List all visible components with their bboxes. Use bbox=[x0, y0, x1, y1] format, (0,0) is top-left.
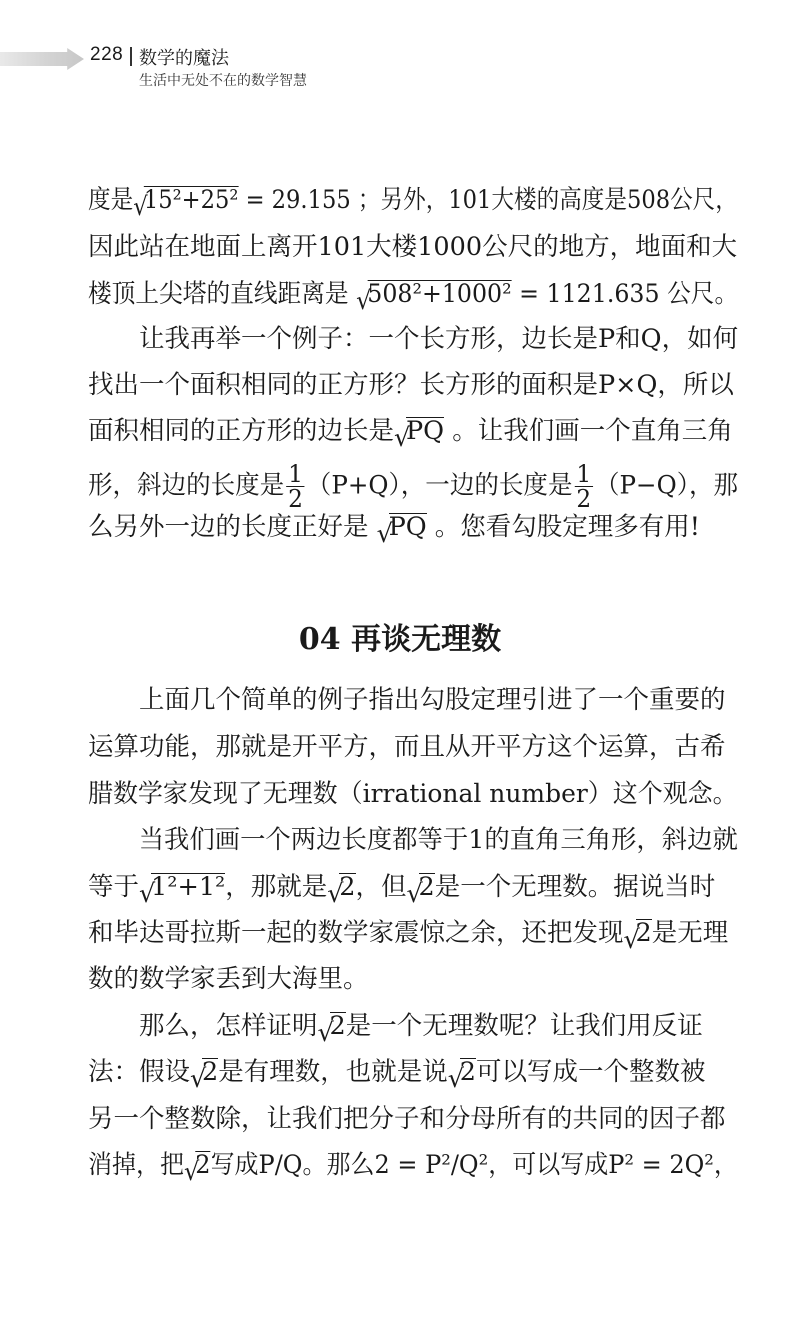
text-run: 数的数学家丢到大海里。 bbox=[88, 964, 369, 994]
text-run: 和毕达哥拉斯一起的数学家震惊之余，还把发现 bbox=[88, 918, 624, 948]
sqrt-expression bbox=[407, 867, 435, 907]
text-run: （P+Q），一边的长度是 bbox=[306, 470, 573, 501]
text-line bbox=[88, 411, 738, 451]
text-run: 找出一个面积相同的正方形？长方形的面积是P×Q，所以 bbox=[88, 370, 734, 400]
denominator: 2 bbox=[576, 485, 592, 514]
radicand: 2 bbox=[329, 1011, 346, 1041]
text-run: 等于 bbox=[88, 872, 140, 902]
text-line bbox=[88, 227, 738, 267]
text-line bbox=[88, 913, 738, 953]
text-run: （P−Q），那 bbox=[595, 470, 739, 501]
page-number: 228 bbox=[90, 44, 124, 65]
radicand: 2 bbox=[339, 872, 356, 902]
text-run: 么另外一边的长度正好是 bbox=[88, 512, 377, 542]
sqrt-expression bbox=[133, 180, 238, 220]
text-run: 是一个无理数呢？让我们用反证 bbox=[345, 1011, 703, 1041]
text-line bbox=[88, 867, 738, 907]
denominator: 2 bbox=[288, 485, 303, 514]
sqrt-expression bbox=[190, 1052, 218, 1092]
text-run: 消掉，把 bbox=[88, 1150, 184, 1180]
radicand: 2 bbox=[418, 872, 435, 902]
text-run: 可以写成一个整数被 bbox=[476, 1057, 706, 1087]
text-run: 。让我们画一个直角三角 bbox=[444, 416, 733, 446]
numerator: 1 bbox=[288, 460, 303, 488]
text-line bbox=[88, 680, 738, 720]
section-heading: 04 再谈无理数 bbox=[298, 622, 502, 657]
text-run: 因此站在地面上离开101大楼1000公尺的地方，地面和大 bbox=[88, 232, 738, 262]
text-run: = 1121.635 公尺。 bbox=[511, 279, 739, 309]
radicand: 2 bbox=[195, 1150, 211, 1180]
radicand: 2 bbox=[459, 1057, 476, 1087]
sqrt-expression bbox=[318, 1006, 346, 1046]
running-header bbox=[0, 40, 800, 100]
text-line bbox=[88, 727, 738, 767]
sqrt-expression bbox=[377, 507, 427, 547]
fraction bbox=[286, 460, 305, 514]
text-run: = 29.155 ；另外，101大楼的高度是508公尺， bbox=[238, 185, 738, 215]
text-run: 是一个无理数。据说当时 bbox=[434, 872, 716, 902]
book-title: 数学的魔法 bbox=[139, 48, 229, 69]
text-line bbox=[88, 959, 738, 999]
sqrt-expression bbox=[448, 1052, 476, 1092]
text-line bbox=[88, 460, 739, 514]
sqrt-expression bbox=[139, 867, 225, 907]
radicand: 15²+25² bbox=[143, 185, 239, 215]
text-run: ，那就是 bbox=[225, 872, 328, 902]
text-run: 上面几个简单的例子指出勾股定理引进了一个重要的 bbox=[88, 685, 726, 715]
text-run: ，但 bbox=[355, 872, 407, 902]
text-run: 是有理数，也就是说 bbox=[218, 1057, 448, 1087]
sqrt-expression bbox=[394, 411, 444, 451]
text-line bbox=[88, 319, 738, 359]
text-line bbox=[88, 180, 738, 220]
text-run: 。您看勾股定理多有用! bbox=[426, 512, 701, 542]
radicand: PQ bbox=[406, 416, 445, 446]
text-run: 另一个整数除，让我们把分子和分母所有的共同的因子都 bbox=[88, 1104, 726, 1134]
text-run: 是无理 bbox=[651, 918, 729, 948]
numerator: 1 bbox=[576, 460, 592, 488]
sqrt-expression bbox=[327, 867, 355, 907]
radicand: 2 bbox=[202, 1057, 219, 1087]
sqrt-expression bbox=[356, 274, 512, 314]
text-run: 腊数学家发现了无理数（irrational number）这个观念。 bbox=[88, 779, 738, 809]
text-run: 写成P/Q。那么2 = P²/Q²，可以写成P² = 2Q²， bbox=[210, 1150, 738, 1180]
text-line bbox=[88, 820, 738, 860]
text-line bbox=[88, 507, 738, 547]
text-line bbox=[88, 1099, 738, 1139]
text-run: 那么，怎样证明 bbox=[88, 1011, 318, 1041]
text-line bbox=[88, 774, 738, 814]
book-subtitle: 生活中无处不在的数学智慧 bbox=[139, 73, 307, 89]
text-line bbox=[88, 365, 738, 405]
fraction bbox=[574, 460, 593, 514]
text-line bbox=[88, 274, 739, 314]
text-run: 面积相同的正方形的边长是 bbox=[88, 416, 395, 446]
text-line bbox=[88, 1145, 738, 1185]
text-run: 法：假设 bbox=[88, 1057, 191, 1087]
text-run: 运算功能，那就是开平方，而且从开平方这个运算，古希 bbox=[88, 732, 726, 762]
radicand: PQ bbox=[388, 512, 427, 542]
sqrt-expression bbox=[184, 1145, 211, 1185]
text-run: 楼顶上尖塔的直线距离是 bbox=[88, 279, 357, 309]
radicand: 1²+1² bbox=[151, 872, 226, 902]
text-run: 度是 bbox=[88, 185, 134, 215]
text-line bbox=[88, 1052, 738, 1092]
sqrt-expression bbox=[624, 913, 652, 953]
header-divider bbox=[130, 47, 132, 66]
text-line bbox=[88, 1006, 738, 1046]
radicand: 2 bbox=[635, 918, 652, 948]
text-run: 当我们画一个两边长度都等于1的直角三角形，斜边就 bbox=[88, 825, 738, 855]
radicand: 508²+1000² bbox=[367, 279, 512, 309]
arrow-icon bbox=[0, 48, 84, 70]
text-run: 形，斜边的长度是 bbox=[88, 470, 285, 501]
text-run: 让我再举一个例子：一个长方形，边长是P和Q，如何 bbox=[88, 324, 739, 354]
